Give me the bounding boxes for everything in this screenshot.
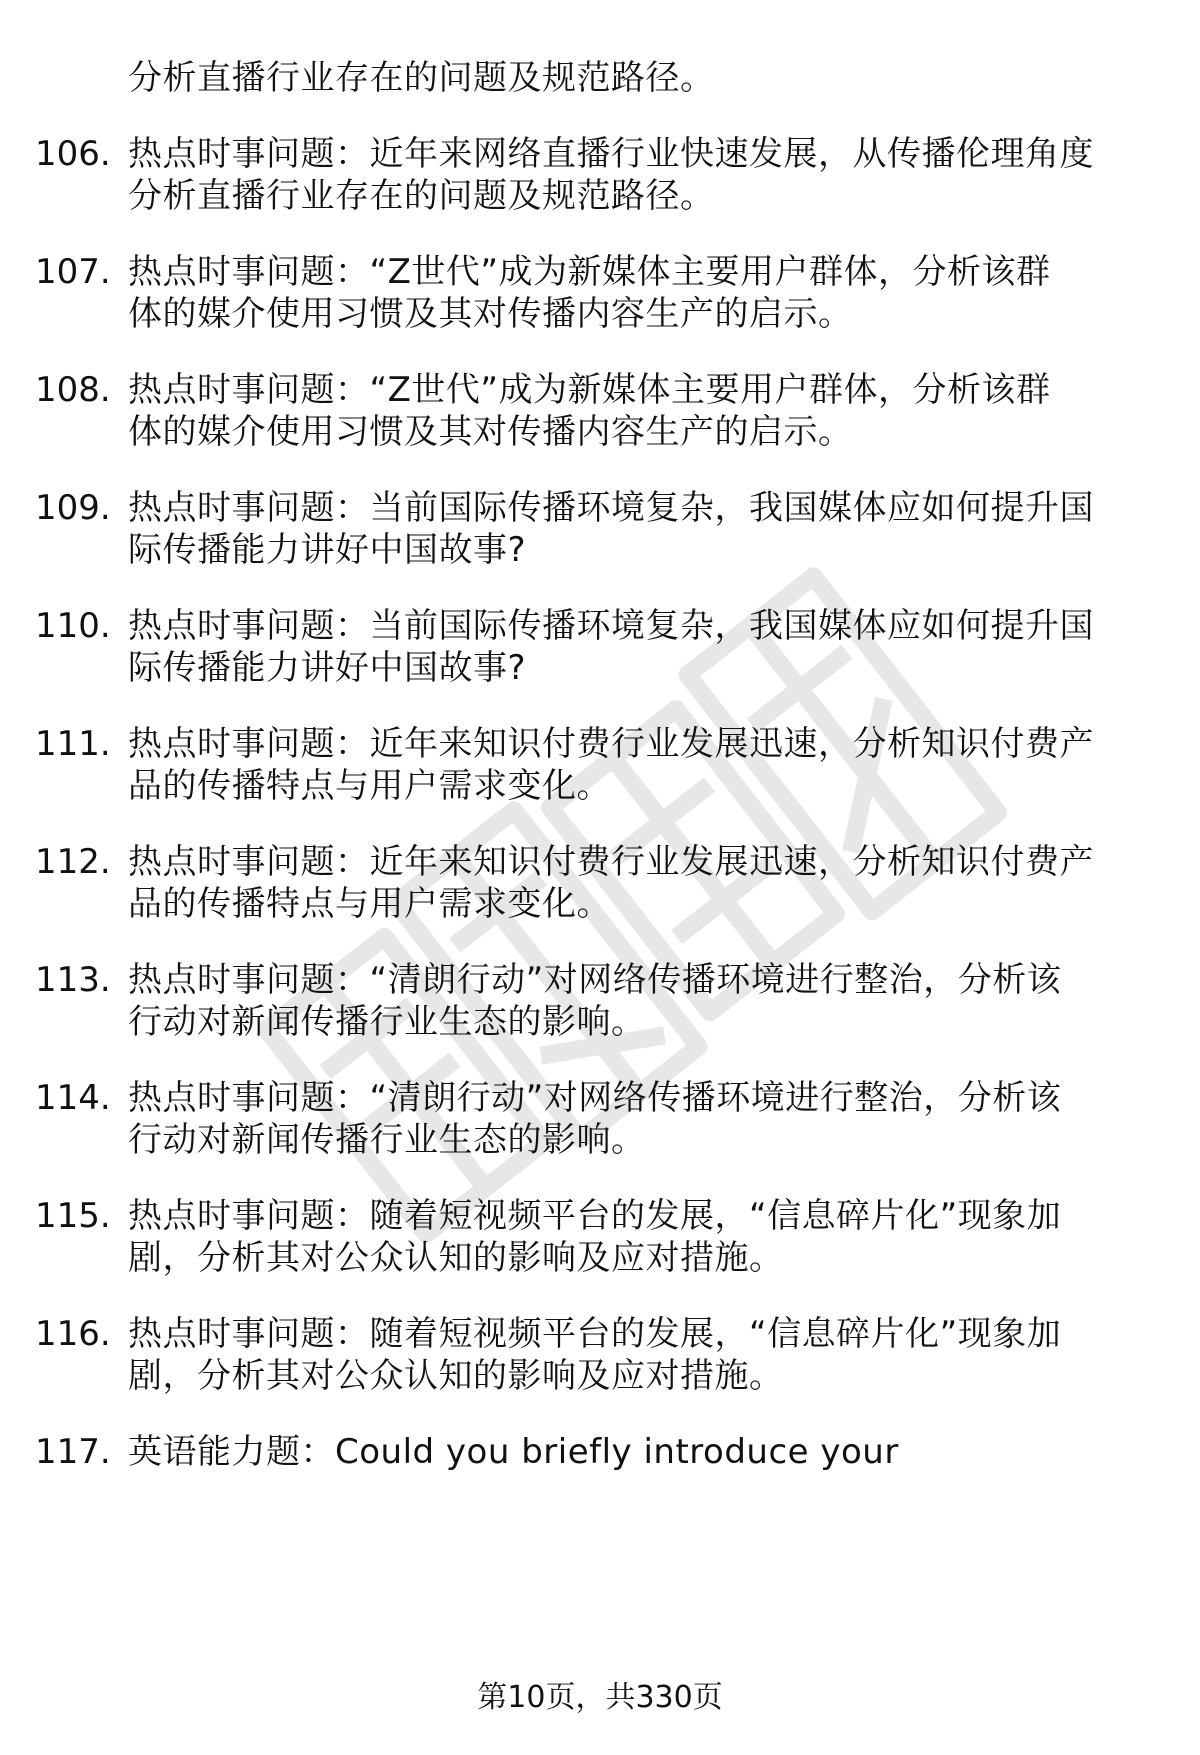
item-text-line: 品的传播特点与用户需求变化。 <box>128 884 611 924</box>
item-text-line: 热点时事问题：随着短视频平台的发展，“信息碎片化”现象加 <box>128 1196 1062 1236</box>
item-text-line: 热点时事问题：当前国际传播环境复杂，我国媒体应如何提升国 <box>128 488 1094 528</box>
item-number: 107. <box>35 252 111 292</box>
item-text-line: 际传播能力讲好中国故事? <box>128 530 527 570</box>
continuation-line: 分析直播行业存在的问题及规范路径。 <box>128 58 715 98</box>
item-text-line: 剧，分析其对公众认知的影响及应对措施。 <box>128 1238 784 1278</box>
item-number: 109. <box>35 488 111 528</box>
item-number: 116. <box>35 1314 111 1354</box>
item-text-line: 热点时事问题：“Z世代”成为新媒体主要用户群体，分析该群 <box>128 370 1051 410</box>
item-text-line: 热点时事问题：“清朗行动”对网络传播环境进行整治，分析该 <box>128 960 1062 1000</box>
item-number: 113. <box>35 960 111 1000</box>
item-number: 114. <box>35 1078 111 1118</box>
item-number: 106. <box>35 134 111 174</box>
item-text-line: 品的传播特点与用户需求变化。 <box>128 766 611 806</box>
item-text-line: 英语能力题：Could you briefly introduce your <box>128 1432 899 1472</box>
item-number: 115. <box>35 1196 111 1236</box>
item-number: 117. <box>35 1432 111 1472</box>
item-number: 110. <box>35 606 111 646</box>
item-number: 112. <box>35 842 111 882</box>
item-number: 111. <box>35 724 111 764</box>
item-text-line: 热点时事问题：近年来知识付费行业发展迅速，分析知识付费产 <box>128 842 1094 882</box>
item-text-line: 热点时事问题：“Z世代”成为新媒体主要用户群体，分析该群 <box>128 252 1051 292</box>
page-footer: 第10页，共330页 <box>477 1680 723 1715</box>
item-text-line: 体的媒介使用习惯及其对传播内容生产的启示。 <box>128 294 853 334</box>
item-text-line: 行动对新闻传播行业生态的影响。 <box>128 1002 646 1042</box>
item-text-line: 热点时事问题：近年来知识付费行业发展迅速，分析知识付费产 <box>128 724 1094 764</box>
item-number: 108. <box>35 370 111 410</box>
item-text-line: 热点时事问题：随着短视频平台的发展，“信息碎片化”现象加 <box>128 1314 1062 1354</box>
item-text-line: 体的媒介使用习惯及其对传播内容生产的启示。 <box>128 412 853 452</box>
item-text-line: 热点时事问题：“清朗行动”对网络传播环境进行整治，分析该 <box>128 1078 1062 1118</box>
item-text-line: 行动对新闻传播行业生态的影响。 <box>128 1120 646 1160</box>
item-text-line: 际传播能力讲好中国故事? <box>128 648 527 688</box>
item-text-line: 剧，分析其对公众认知的影响及应对措施。 <box>128 1356 784 1396</box>
item-text-line: 热点时事问题：当前国际传播环境复杂，我国媒体应如何提升国 <box>128 606 1094 646</box>
item-text-line: 热点时事问题：近年来网络直播行业快速发展，从传播伦理角度 <box>128 134 1094 174</box>
item-text-line: 分析直播行业存在的问题及规范路径。 <box>128 176 715 216</box>
